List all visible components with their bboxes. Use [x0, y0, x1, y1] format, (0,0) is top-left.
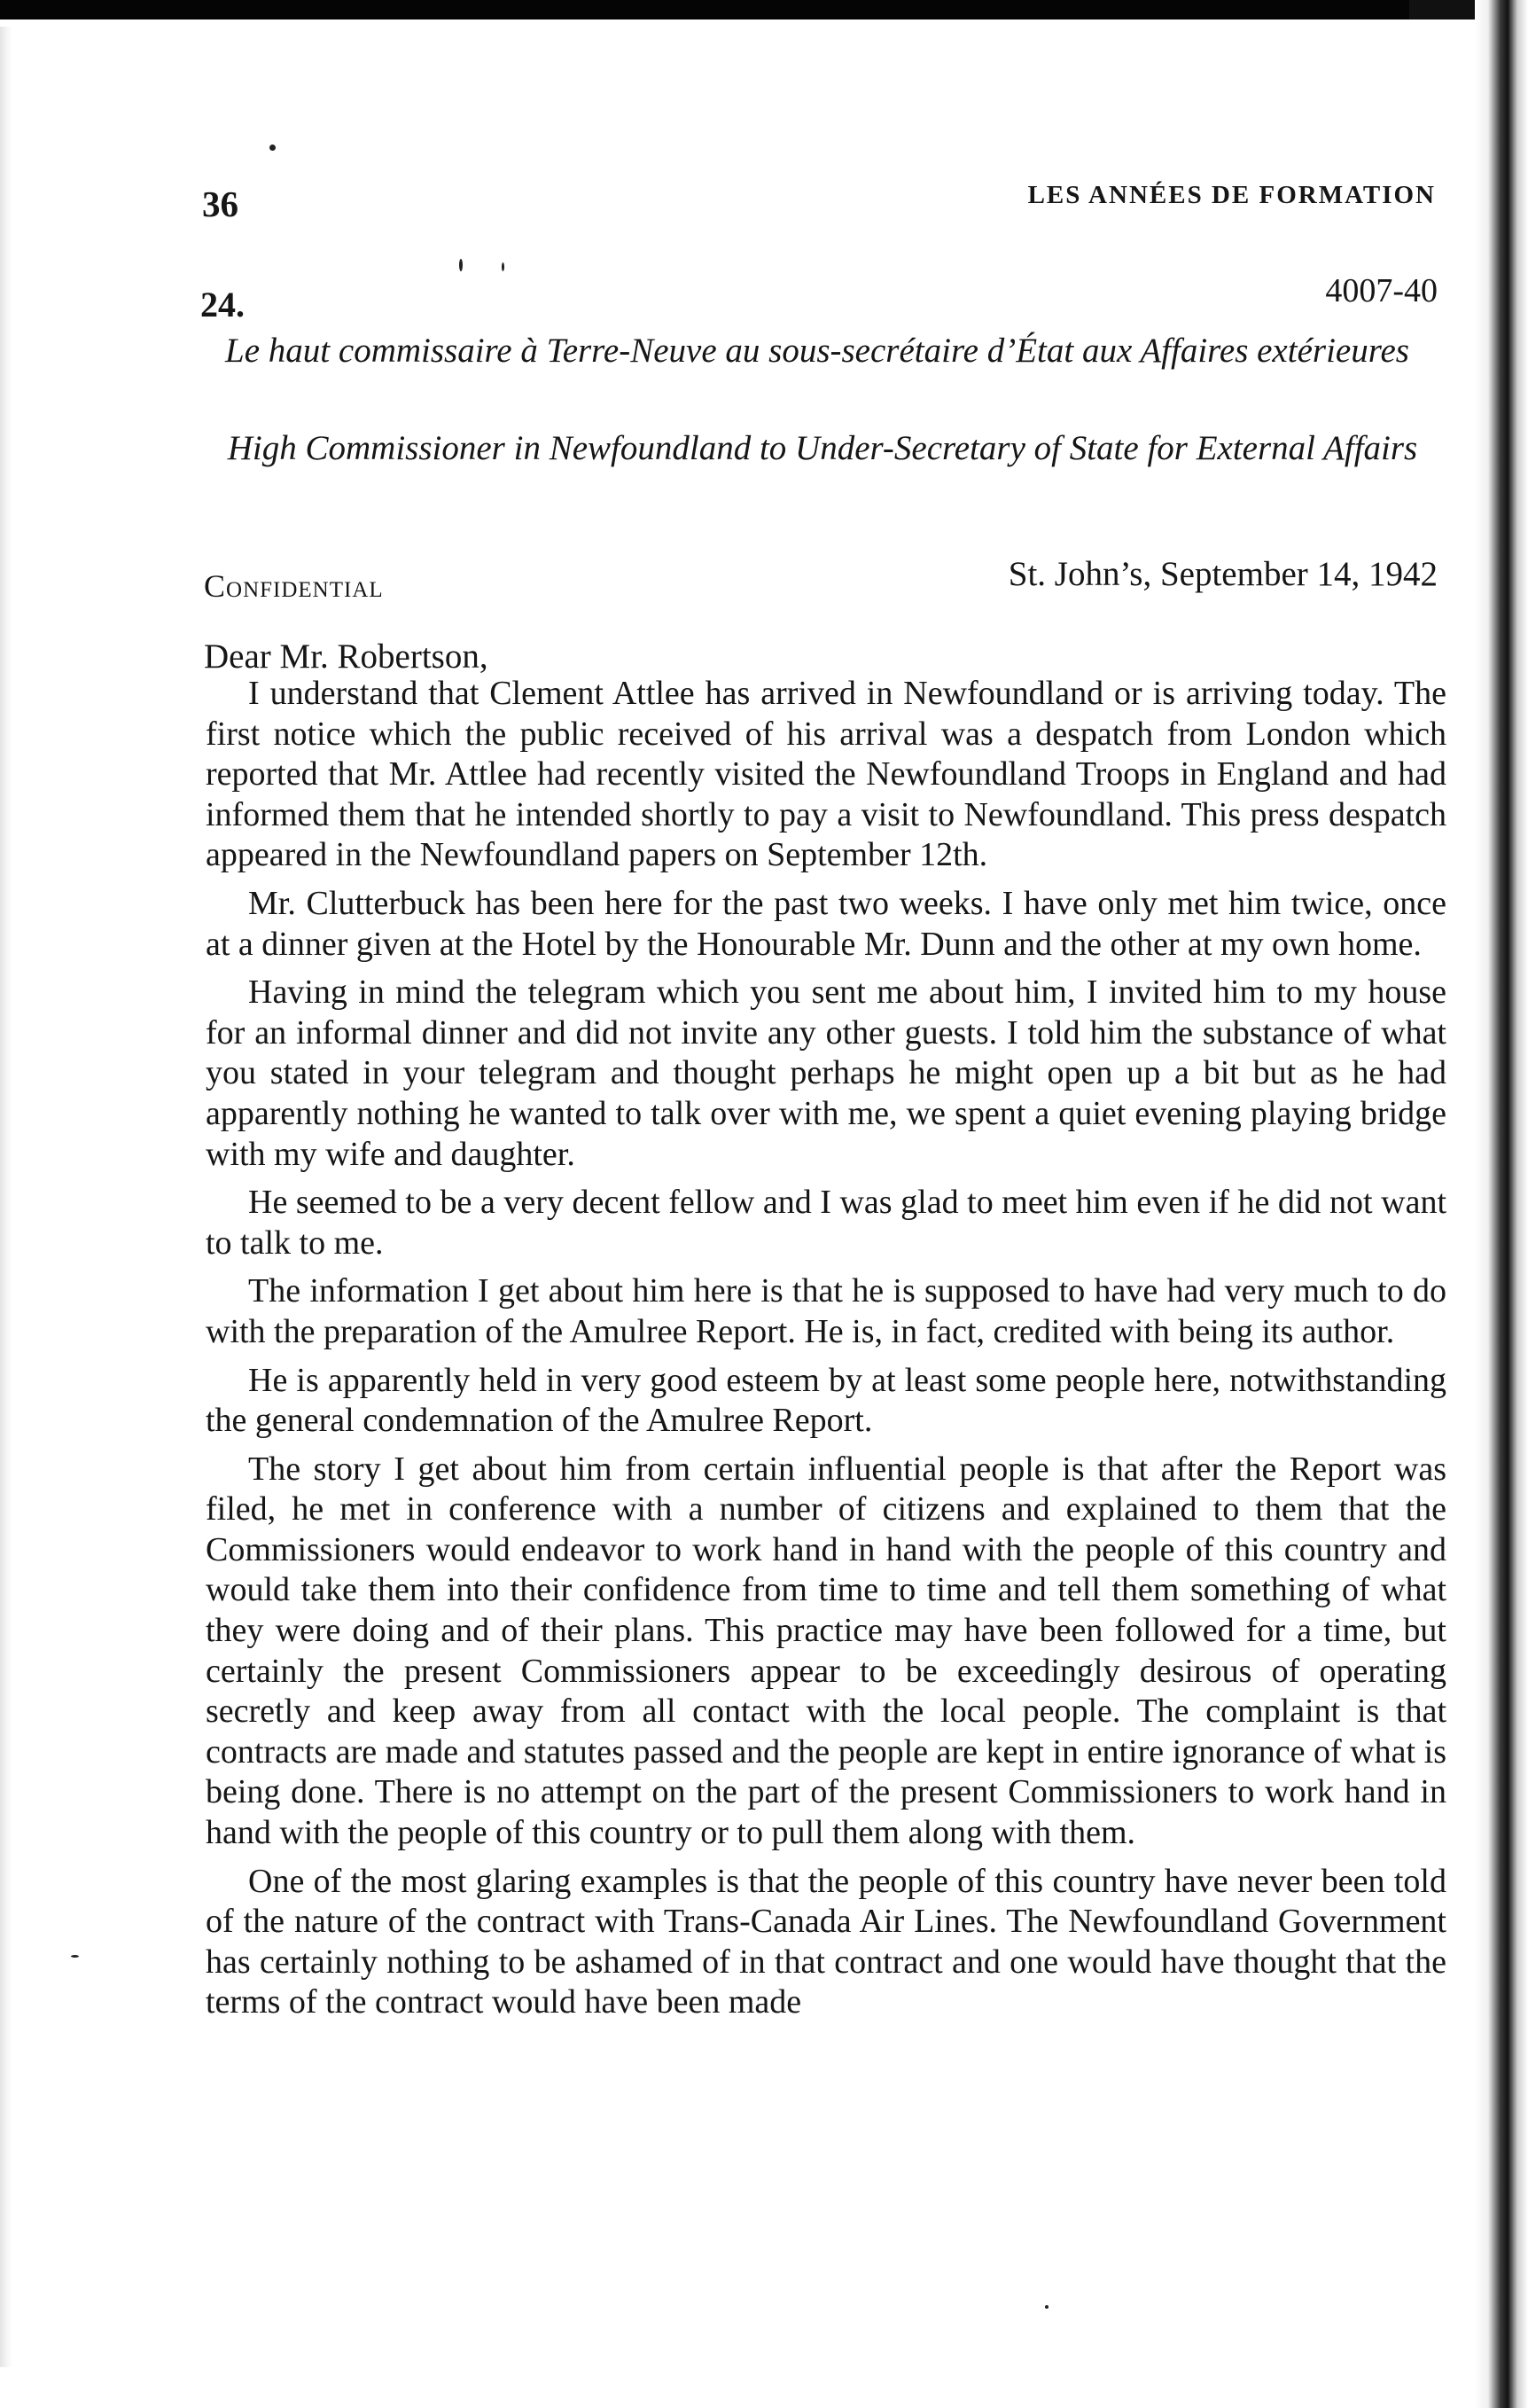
heading-french: Le haut commissaire à Terre-Neuve au sous-secrétaire d’État aux Affaires extérieures	[225, 332, 1409, 370]
heading-english: High Commissioner in Newfoundland to Under-Secretary of State for External Affairs	[227, 429, 1418, 467]
paragraph: Having in mind the telegram which you sent me about him, I invited him to my house for an informal dinner and did not invite any other guests. I told him the substance of what you stated in your telegram and thought perhaps he might open up a bit but as he had apparently nothing he wanted to talk over with me, we spent a quiet evening playing bridge with my wife and daughter.	[206, 973, 1446, 1173]
scan-speck	[502, 262, 504, 271]
paragraph: The information I get about him here is that he is supposed to have had very much to do with the preparation of the Amulree Report. He is, in fact, credited with being its author.	[206, 1272, 1446, 1350]
scan-speck	[459, 259, 463, 271]
classification-label: Confidential	[204, 568, 384, 604]
scan-left-margin-shadow	[0, 27, 12, 2367]
paragraph: He is apparently held in very good esteem by at least some people here, notwithstanding the general condemnation of the Amulree Report.	[206, 1361, 1446, 1440]
scan-speck	[269, 145, 276, 151]
place-and-date: St. John’s, September 14, 1942	[1008, 555, 1438, 593]
paragraph: Mr. Clutterbuck has been here for the past two weeks. I have only met him twice, once at a dinner given at the Hotel by the Honourable Mr. Dunn and the other at my own home.	[206, 884, 1446, 963]
paragraph: The story I get about him from certain influential people is that after the Report was filed, he met in conference with a number of citizens and explained to them that the Commissioners would endeavor to work hand in hand with the people of this country and would take them into their confidence from time to time and tell them something of what they were doing and of their plans. This practice may have been followed for a time, but certainly the present Commissioners appear to be exceedingly desirous of operating secretly and keep away from all contact with the local people. The complaint is that contracts are made and statutes passed and the people are kept in entire ignorance of what is being done. There is no attempt on the part of the present Commissioners to work hand in hand with the people of this country or to pull them along with them.	[206, 1450, 1446, 1852]
scan-top-edge	[0, 0, 1528, 20]
salutation: Dear Mr. Robertson,	[204, 637, 488, 676]
letter-body	[206, 674, 1446, 2031]
running-head: LES ANNÉES DE FORMATION	[1027, 181, 1436, 209]
paragraph: One of the most glaring examples is that the people of this country have never been told of the nature of the contract with Trans-Canada Air Lines. The Newfoundland Government has certainly nothing to be ashamed of in that contract and one would have thought that the terms of the contract would have been made	[206, 1862, 1446, 2021]
page-number: 36	[202, 184, 238, 224]
file-reference: 4007-40	[1325, 272, 1438, 309]
book-spine-shadow	[1475, 0, 1528, 2408]
scan-speck	[71, 1955, 79, 1958]
paragraph: He seemed to be a very decent fellow and I was glad to meet him even if he did not want to talk to me.	[206, 1184, 1446, 1262]
document-number: 24.	[200, 285, 245, 324]
paragraph: I understand that Clement Attlee has arrived in Newfoundland or is arriving today. The first notice which the public received of his arrival was a despatch from London which reported that Mr. Attlee had recently visited the Newfoundland Troops in England and had informed them that he intended shortly to pay a visit to Newfoundland. This press despatch appeared in the Newfoundland papers on September 12th.	[206, 675, 1446, 874]
scan-speck	[1045, 2305, 1049, 2309]
